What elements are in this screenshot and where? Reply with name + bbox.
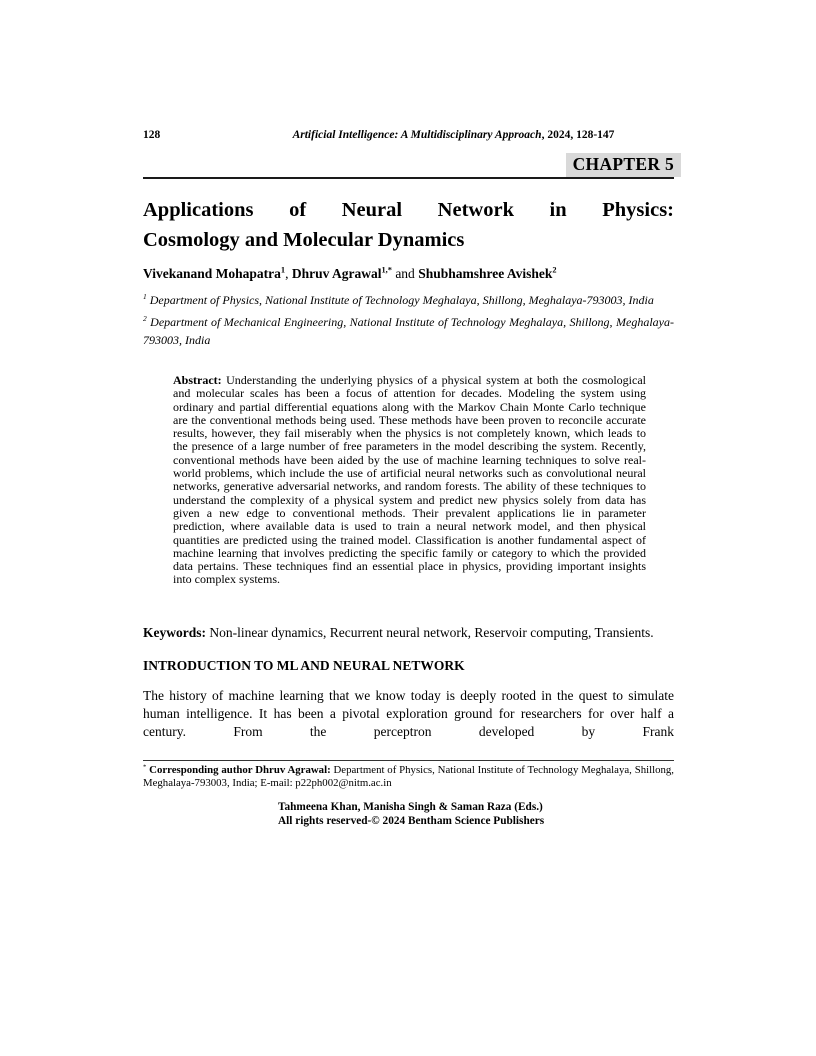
affiliation-1-superscript: 1: [143, 292, 147, 301]
keywords-text: Non-linear dynamics, Recurrent neural network, Reservoir computing, Transients.: [206, 624, 654, 640]
keywords: [143, 624, 674, 642]
affiliation-1-text: Department of Physics, National Institute of Technology Meghalaya, Shillong, Meghalaya-793003, India: [146, 293, 654, 307]
author-1-superscript: 1: [280, 265, 286, 275]
author-conjunction: and: [391, 266, 419, 281]
intro-paragraph: The history of machine learning that we know today is deeply rooted in the quest to simulate human intelligence. It has been a pivotal exploration ground for researchers for over half a century. From the perceptron developed by Frank: [143, 687, 674, 739]
section-heading: INTRODUCTION TO ML AND NEURAL NETWORK: [143, 657, 465, 673]
header-rule: [143, 177, 674, 179]
running-title-issue: , 2024, 128-147: [541, 129, 615, 141]
publisher-block: [278, 800, 674, 828]
running-title: [233, 128, 674, 142]
affiliation-2: [143, 313, 674, 349]
affiliations: [143, 291, 674, 349]
author-3: Shubhamshree Avishek$^2$: [418, 265, 557, 281]
chapter-label: CHAPTER 5: [566, 153, 681, 177]
footnote-marker: *: [143, 763, 147, 771]
title-line-2: Cosmology and Molecular Dynamics: [143, 229, 465, 251]
author-2: Dhruv Agrawal$^{1,*}$: [291, 265, 392, 281]
affiliation-1: [143, 291, 674, 309]
abstract-label: Abstract:: [173, 373, 222, 387]
affiliation-2-text: Department of Mechanical Engineering, National Institute of Technology Meghalaya, Shillong, Meghalaya-793003, India: [143, 315, 674, 347]
editors-line: Tahmeena Khan, Manisha Singh & Saman Raza (Eds.): [278, 800, 543, 813]
author-3-superscript: 2: [552, 265, 557, 275]
footnote-rule: [143, 760, 674, 761]
title-line-1: Applications of Neural Network in Physics:: [143, 199, 674, 221]
chapter-banner: [143, 153, 674, 177]
affiliation-2-superscript: 2: [143, 314, 147, 323]
running-title-journal: Artificial Intelligence: A Multidisciplinary Approach: [292, 129, 542, 141]
abstract: [173, 374, 646, 587]
footnote-text: Department of Physics, National Institute of Technology Meghalaya, Shillong, Meghalaya-793003, India; E-mail: p22ph002@nitm.ac.in: [143, 763, 674, 790]
corresponding-author-footnote: [143, 764, 674, 791]
author-1: Vivekanand Mohapatra$^1$: [143, 265, 286, 281]
abstract-text: Understanding the underlying physics of a physical system at both the cosmological and molecular scales has been a focus of attention for decades. Modeling the system using ordinary and partial differential equations along with the Markov Chain Monte Carlo technique are the conventional methods being used. These methods have been proven to reconcile accurate results, however, they fail miserably when the physics is not completely known, which leads to the presence of a large number of free parameters in the model describing the system. Recently, conventional methods have been aided by the use of machine learning techniques to solve real-world problems, which include the use of artificial neural networks such as convolutional neural networks, generative adversarial networks, and random forests. The ability of these techniques to understand the complexity of a physical system and predict new physics solely from data has given a new edge to conventional methods. Their prevalent applications lie in parameter prediction, where available data is used to train a neural network model, and then physical quantities are predicted using the trained model. Classification is another fundamental aspect of machine learning that involves predicting the specific family or category to which the provided data pertains. These techniques find an essential place in physics, providing important insights into complex systems.: [173, 373, 646, 587]
chapter-title: [143, 195, 674, 255]
author-separator: ,: [285, 266, 292, 281]
rights-line: All rights reserved-© 2024 Bentham Science Publishers: [278, 814, 545, 827]
footnote-label: Corresponding author Dhruv Agrawal:: [146, 763, 331, 776]
authors-line: [143, 265, 674, 282]
keywords-label: Keywords:: [143, 624, 206, 640]
page-number: 128: [143, 129, 161, 141]
author-2-superscript: 1,*: [381, 265, 392, 275]
page-header: [143, 128, 674, 142]
